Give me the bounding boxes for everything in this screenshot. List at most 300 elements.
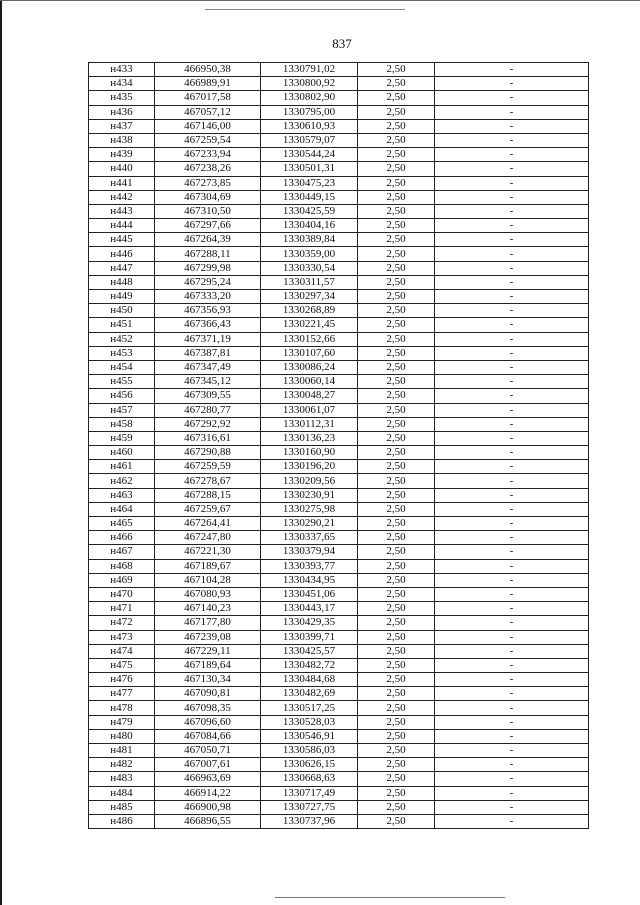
table-row — [89, 474, 589, 488]
x-coordinate-cell: 467098,35 — [155, 701, 261, 715]
y-coordinate-cell: 1330443,17 — [261, 602, 358, 616]
note-cell: - — [435, 687, 589, 701]
x-coordinate-cell: 467297,66 — [155, 219, 261, 233]
y-coordinate-cell: 1330337,65 — [261, 531, 358, 545]
note-cell: - — [435, 190, 589, 204]
y-coordinate-cell: 1330048,27 — [261, 389, 358, 403]
note-cell: - — [435, 602, 589, 616]
y-coordinate-cell: 1330449,15 — [261, 190, 358, 204]
y-coordinate-cell: 1330528,03 — [261, 715, 358, 729]
tolerance-cell: 2,50 — [358, 133, 435, 147]
x-coordinate-cell: 467295,24 — [155, 275, 261, 289]
point-cell: н442 — [89, 190, 155, 204]
table-row — [89, 133, 589, 147]
y-coordinate-cell: 1330425,59 — [261, 204, 358, 218]
point-cell: н445 — [89, 233, 155, 247]
note-cell: - — [435, 346, 589, 360]
x-coordinate-cell: 467146,00 — [155, 119, 261, 133]
tolerance-cell: 2,50 — [358, 800, 435, 814]
tolerance-cell: 2,50 — [358, 332, 435, 346]
x-coordinate-cell: 466900,98 — [155, 800, 261, 814]
x-coordinate-cell: 467366,43 — [155, 318, 261, 332]
y-coordinate-cell: 1330196,20 — [261, 460, 358, 474]
x-coordinate-cell: 467299,98 — [155, 261, 261, 275]
scan-mark-top — [205, 9, 405, 10]
tolerance-cell: 2,50 — [358, 190, 435, 204]
x-coordinate-cell: 467239,08 — [155, 630, 261, 644]
x-coordinate-cell: 466896,55 — [155, 814, 261, 828]
note-cell: - — [435, 474, 589, 488]
x-coordinate-cell: 467247,80 — [155, 531, 261, 545]
x-coordinate-cell: 467387,81 — [155, 346, 261, 360]
point-cell: н478 — [89, 701, 155, 715]
y-coordinate-cell: 1330152,66 — [261, 332, 358, 346]
table-row — [89, 417, 589, 431]
x-coordinate-cell: 467264,41 — [155, 517, 261, 531]
note-cell: - — [435, 587, 589, 601]
x-coordinate-cell: 467189,64 — [155, 658, 261, 672]
tolerance-cell: 2,50 — [358, 517, 435, 531]
table-row — [89, 772, 589, 786]
point-cell: н484 — [89, 786, 155, 800]
point-cell: н480 — [89, 729, 155, 743]
note-cell: - — [435, 133, 589, 147]
point-cell: н461 — [89, 460, 155, 474]
tolerance-cell: 2,50 — [358, 446, 435, 460]
table-row — [89, 403, 589, 417]
note-cell: - — [435, 247, 589, 261]
note-cell: - — [435, 332, 589, 346]
point-cell: н463 — [89, 488, 155, 502]
scan-top-edge — [0, 0, 640, 1]
tolerance-cell: 2,50 — [358, 304, 435, 318]
x-coordinate-cell: 467090,81 — [155, 687, 261, 701]
table-row — [89, 176, 589, 190]
point-cell: н457 — [89, 403, 155, 417]
tolerance-cell: 2,50 — [358, 687, 435, 701]
x-coordinate-cell: 467104,28 — [155, 573, 261, 587]
note-cell: - — [435, 417, 589, 431]
point-cell: н444 — [89, 219, 155, 233]
point-cell: н466 — [89, 531, 155, 545]
table-row — [89, 77, 589, 91]
coordinates-table — [88, 62, 589, 829]
note-cell: - — [435, 148, 589, 162]
note-cell: - — [435, 375, 589, 389]
x-coordinate-cell: 467345,12 — [155, 375, 261, 389]
tolerance-cell: 2,50 — [358, 275, 435, 289]
x-coordinate-cell: 467304,69 — [155, 190, 261, 204]
point-cell: н455 — [89, 375, 155, 389]
y-coordinate-cell: 1330107,60 — [261, 346, 358, 360]
tolerance-cell: 2,50 — [358, 375, 435, 389]
y-coordinate-cell: 1330434,95 — [261, 573, 358, 587]
y-coordinate-cell: 1330429,35 — [261, 616, 358, 630]
point-cell: н459 — [89, 431, 155, 445]
y-coordinate-cell: 1330484,68 — [261, 673, 358, 687]
y-coordinate-cell: 1330501,31 — [261, 162, 358, 176]
x-coordinate-cell: 467177,80 — [155, 616, 261, 630]
tolerance-cell: 2,50 — [358, 786, 435, 800]
x-coordinate-cell: 467290,88 — [155, 446, 261, 460]
table-row — [89, 673, 589, 687]
x-coordinate-cell: 467238,26 — [155, 162, 261, 176]
note-cell: - — [435, 403, 589, 417]
table-row — [89, 360, 589, 374]
tolerance-cell: 2,50 — [358, 105, 435, 119]
x-coordinate-cell: 467233,94 — [155, 148, 261, 162]
y-coordinate-cell: 1330610,93 — [261, 119, 358, 133]
table-row — [89, 729, 589, 743]
point-cell: н449 — [89, 290, 155, 304]
point-cell: н452 — [89, 332, 155, 346]
x-coordinate-cell: 467309,55 — [155, 389, 261, 403]
note-cell: - — [435, 204, 589, 218]
y-coordinate-cell: 1330482,69 — [261, 687, 358, 701]
scan-left-edge — [0, 0, 2, 905]
point-cell: н465 — [89, 517, 155, 531]
tolerance-cell: 2,50 — [358, 772, 435, 786]
y-coordinate-cell: 1330727,75 — [261, 800, 358, 814]
tolerance-cell: 2,50 — [358, 63, 435, 77]
x-coordinate-cell: 467080,93 — [155, 587, 261, 601]
point-cell: н481 — [89, 744, 155, 758]
y-coordinate-cell: 1330389,84 — [261, 233, 358, 247]
table-row — [89, 502, 589, 516]
y-coordinate-cell: 1330209,56 — [261, 474, 358, 488]
point-cell: н475 — [89, 658, 155, 672]
x-coordinate-cell: 467096,60 — [155, 715, 261, 729]
tolerance-cell: 2,50 — [358, 701, 435, 715]
point-cell: н458 — [89, 417, 155, 431]
y-coordinate-cell: 1330112,31 — [261, 417, 358, 431]
note-cell: - — [435, 360, 589, 374]
y-coordinate-cell: 1330393,77 — [261, 559, 358, 573]
table-row — [89, 460, 589, 474]
tolerance-cell: 2,50 — [358, 431, 435, 445]
table-row — [89, 91, 589, 105]
table-row — [89, 247, 589, 261]
y-coordinate-cell: 1330086,24 — [261, 360, 358, 374]
coordinates-table-body — [89, 63, 589, 829]
tolerance-cell: 2,50 — [358, 346, 435, 360]
table-row — [89, 119, 589, 133]
y-coordinate-cell: 1330290,21 — [261, 517, 358, 531]
x-coordinate-cell: 467259,54 — [155, 133, 261, 147]
table-row — [89, 261, 589, 275]
y-coordinate-cell: 1330275,98 — [261, 502, 358, 516]
x-coordinate-cell: 467316,61 — [155, 431, 261, 445]
x-coordinate-cell: 467288,15 — [155, 488, 261, 502]
point-cell: н456 — [89, 389, 155, 403]
table-row — [89, 758, 589, 772]
y-coordinate-cell: 1330737,96 — [261, 814, 358, 828]
tolerance-cell: 2,50 — [358, 162, 435, 176]
table-row — [89, 517, 589, 531]
table-row — [89, 545, 589, 559]
y-coordinate-cell: 1330802,90 — [261, 91, 358, 105]
x-coordinate-cell: 466950,38 — [155, 63, 261, 77]
table-row — [89, 332, 589, 346]
y-coordinate-cell: 1330451,06 — [261, 587, 358, 601]
point-cell: н460 — [89, 446, 155, 460]
point-cell: н447 — [89, 261, 155, 275]
note-cell: - — [435, 105, 589, 119]
table-row — [89, 559, 589, 573]
x-coordinate-cell: 467189,67 — [155, 559, 261, 573]
table-row — [89, 701, 589, 715]
note-cell: - — [435, 729, 589, 743]
note-cell: - — [435, 559, 589, 573]
table-row — [89, 318, 589, 332]
table-row — [89, 687, 589, 701]
point-cell: н440 — [89, 162, 155, 176]
tolerance-cell: 2,50 — [358, 673, 435, 687]
note-cell: - — [435, 261, 589, 275]
tolerance-cell: 2,50 — [358, 247, 435, 261]
point-cell: н470 — [89, 587, 155, 601]
x-coordinate-cell: 467264,39 — [155, 233, 261, 247]
note-cell: - — [435, 814, 589, 828]
tolerance-cell: 2,50 — [358, 488, 435, 502]
y-coordinate-cell: 1330517,25 — [261, 701, 358, 715]
x-coordinate-cell: 467259,67 — [155, 502, 261, 516]
table-row — [89, 431, 589, 445]
x-coordinate-cell: 467050,71 — [155, 744, 261, 758]
y-coordinate-cell: 1330482,72 — [261, 658, 358, 672]
point-cell: н433 — [89, 63, 155, 77]
table-row — [89, 190, 589, 204]
note-cell: - — [435, 290, 589, 304]
tolerance-cell: 2,50 — [358, 658, 435, 672]
table-row — [89, 715, 589, 729]
point-cell: н439 — [89, 148, 155, 162]
y-coordinate-cell: 1330800,92 — [261, 77, 358, 91]
tolerance-cell: 2,50 — [358, 77, 435, 91]
y-coordinate-cell: 1330546,91 — [261, 729, 358, 743]
table-row — [89, 786, 589, 800]
y-coordinate-cell: 1330668,63 — [261, 772, 358, 786]
note-cell: - — [435, 800, 589, 814]
table-row — [89, 233, 589, 247]
table-row — [89, 573, 589, 587]
note-cell: - — [435, 77, 589, 91]
x-coordinate-cell: 467310,50 — [155, 204, 261, 218]
point-cell: н448 — [89, 275, 155, 289]
point-cell: н441 — [89, 176, 155, 190]
table-row — [89, 204, 589, 218]
note-cell: - — [435, 715, 589, 729]
y-coordinate-cell: 1330626,15 — [261, 758, 358, 772]
x-coordinate-cell: 467333,20 — [155, 290, 261, 304]
x-coordinate-cell: 467278,67 — [155, 474, 261, 488]
x-coordinate-cell: 466914,22 — [155, 786, 261, 800]
y-coordinate-cell: 1330425,57 — [261, 644, 358, 658]
point-cell: н438 — [89, 133, 155, 147]
x-coordinate-cell: 467259,59 — [155, 460, 261, 474]
tolerance-cell: 2,50 — [358, 744, 435, 758]
point-cell: н468 — [89, 559, 155, 573]
note-cell: - — [435, 304, 589, 318]
table-row — [89, 63, 589, 77]
x-coordinate-cell: 467007,61 — [155, 758, 261, 772]
note-cell: - — [435, 233, 589, 247]
y-coordinate-cell: 1330544,24 — [261, 148, 358, 162]
y-coordinate-cell: 1330579,07 — [261, 133, 358, 147]
point-cell: н435 — [89, 91, 155, 105]
y-coordinate-cell: 1330475,23 — [261, 176, 358, 190]
note-cell: - — [435, 758, 589, 772]
note-cell: - — [435, 162, 589, 176]
table-row — [89, 275, 589, 289]
y-coordinate-cell: 1330330,54 — [261, 261, 358, 275]
point-cell: н443 — [89, 204, 155, 218]
y-coordinate-cell: 1330297,34 — [261, 290, 358, 304]
point-cell: н467 — [89, 545, 155, 559]
tolerance-cell: 2,50 — [358, 417, 435, 431]
table-row — [89, 446, 589, 460]
note-cell: - — [435, 446, 589, 460]
x-coordinate-cell: 467084,66 — [155, 729, 261, 743]
x-coordinate-cell: 467273,85 — [155, 176, 261, 190]
note-cell: - — [435, 616, 589, 630]
tolerance-cell: 2,50 — [358, 715, 435, 729]
tolerance-cell: 2,50 — [358, 360, 435, 374]
tolerance-cell: 2,50 — [358, 91, 435, 105]
note-cell: - — [435, 488, 589, 502]
note-cell: - — [435, 658, 589, 672]
tolerance-cell: 2,50 — [358, 119, 435, 133]
tolerance-cell: 2,50 — [358, 176, 435, 190]
note-cell: - — [435, 786, 589, 800]
tolerance-cell: 2,50 — [358, 318, 435, 332]
y-coordinate-cell: 1330791,02 — [261, 63, 358, 77]
point-cell: н482 — [89, 758, 155, 772]
tolerance-cell: 2,50 — [358, 616, 435, 630]
tolerance-cell: 2,50 — [358, 290, 435, 304]
table-row — [89, 219, 589, 233]
note-cell: - — [435, 389, 589, 403]
x-coordinate-cell: 467229,11 — [155, 644, 261, 658]
table-row — [89, 389, 589, 403]
y-coordinate-cell: 1330717,49 — [261, 786, 358, 800]
tolerance-cell: 2,50 — [358, 460, 435, 474]
y-coordinate-cell: 1330221,45 — [261, 318, 358, 332]
table-row — [89, 346, 589, 360]
note-cell: - — [435, 460, 589, 474]
point-cell: н474 — [89, 644, 155, 658]
table-row — [89, 375, 589, 389]
note-cell: - — [435, 119, 589, 133]
tolerance-cell: 2,50 — [358, 219, 435, 233]
note-cell: - — [435, 502, 589, 516]
note-cell: - — [435, 275, 589, 289]
y-coordinate-cell: 1330311,57 — [261, 275, 358, 289]
table-row — [89, 644, 589, 658]
note-cell: - — [435, 91, 589, 105]
x-coordinate-cell: 466963,69 — [155, 772, 261, 786]
point-cell: н472 — [89, 616, 155, 630]
point-cell: н473 — [89, 630, 155, 644]
table-row — [89, 290, 589, 304]
y-coordinate-cell: 1330268,89 — [261, 304, 358, 318]
note-cell: - — [435, 63, 589, 77]
scan-mark-bottom — [275, 897, 505, 898]
table-row — [89, 148, 589, 162]
tolerance-cell: 2,50 — [358, 474, 435, 488]
tolerance-cell: 2,50 — [358, 502, 435, 516]
table-row — [89, 800, 589, 814]
x-coordinate-cell: 467356,93 — [155, 304, 261, 318]
tolerance-cell: 2,50 — [358, 814, 435, 828]
point-cell: н437 — [89, 119, 155, 133]
page-number: 837 — [332, 36, 352, 51]
note-cell: - — [435, 701, 589, 715]
x-coordinate-cell: 467347,49 — [155, 360, 261, 374]
note-cell: - — [435, 545, 589, 559]
table-row — [89, 616, 589, 630]
note-cell: - — [435, 673, 589, 687]
tolerance-cell: 2,50 — [358, 573, 435, 587]
x-coordinate-cell: 467140,23 — [155, 602, 261, 616]
note-cell: - — [435, 318, 589, 332]
point-cell: н476 — [89, 673, 155, 687]
table-row — [89, 587, 589, 601]
table-row — [89, 488, 589, 502]
note-cell: - — [435, 630, 589, 644]
y-coordinate-cell: 1330404,16 — [261, 219, 358, 233]
x-coordinate-cell: 467292,92 — [155, 417, 261, 431]
tolerance-cell: 2,50 — [358, 403, 435, 417]
point-cell: н453 — [89, 346, 155, 360]
tolerance-cell: 2,50 — [358, 148, 435, 162]
note-cell: - — [435, 176, 589, 190]
point-cell: н436 — [89, 105, 155, 119]
tolerance-cell: 2,50 — [358, 545, 435, 559]
y-coordinate-cell: 1330399,71 — [261, 630, 358, 644]
note-cell: - — [435, 431, 589, 445]
x-coordinate-cell: 467280,77 — [155, 403, 261, 417]
table-row — [89, 304, 589, 318]
y-coordinate-cell: 1330230,91 — [261, 488, 358, 502]
note-cell: - — [435, 219, 589, 233]
tolerance-cell: 2,50 — [358, 587, 435, 601]
point-cell: н464 — [89, 502, 155, 516]
point-cell: н477 — [89, 687, 155, 701]
tolerance-cell: 2,50 — [358, 630, 435, 644]
note-cell: - — [435, 531, 589, 545]
note-cell: - — [435, 573, 589, 587]
table-row — [89, 814, 589, 828]
point-cell: н479 — [89, 715, 155, 729]
x-coordinate-cell: 467371,19 — [155, 332, 261, 346]
y-coordinate-cell: 1330795,00 — [261, 105, 358, 119]
point-cell: н454 — [89, 360, 155, 374]
tolerance-cell: 2,50 — [358, 261, 435, 275]
note-cell: - — [435, 644, 589, 658]
point-cell: н462 — [89, 474, 155, 488]
y-coordinate-cell: 1330379,94 — [261, 545, 358, 559]
y-coordinate-cell: 1330061,07 — [261, 403, 358, 417]
note-cell: - — [435, 517, 589, 531]
x-coordinate-cell: 467288,11 — [155, 247, 261, 261]
table-row — [89, 744, 589, 758]
tolerance-cell: 2,50 — [358, 204, 435, 218]
tolerance-cell: 2,50 — [358, 559, 435, 573]
point-cell: н450 — [89, 304, 155, 318]
point-cell: н469 — [89, 573, 155, 587]
point-cell: н485 — [89, 800, 155, 814]
